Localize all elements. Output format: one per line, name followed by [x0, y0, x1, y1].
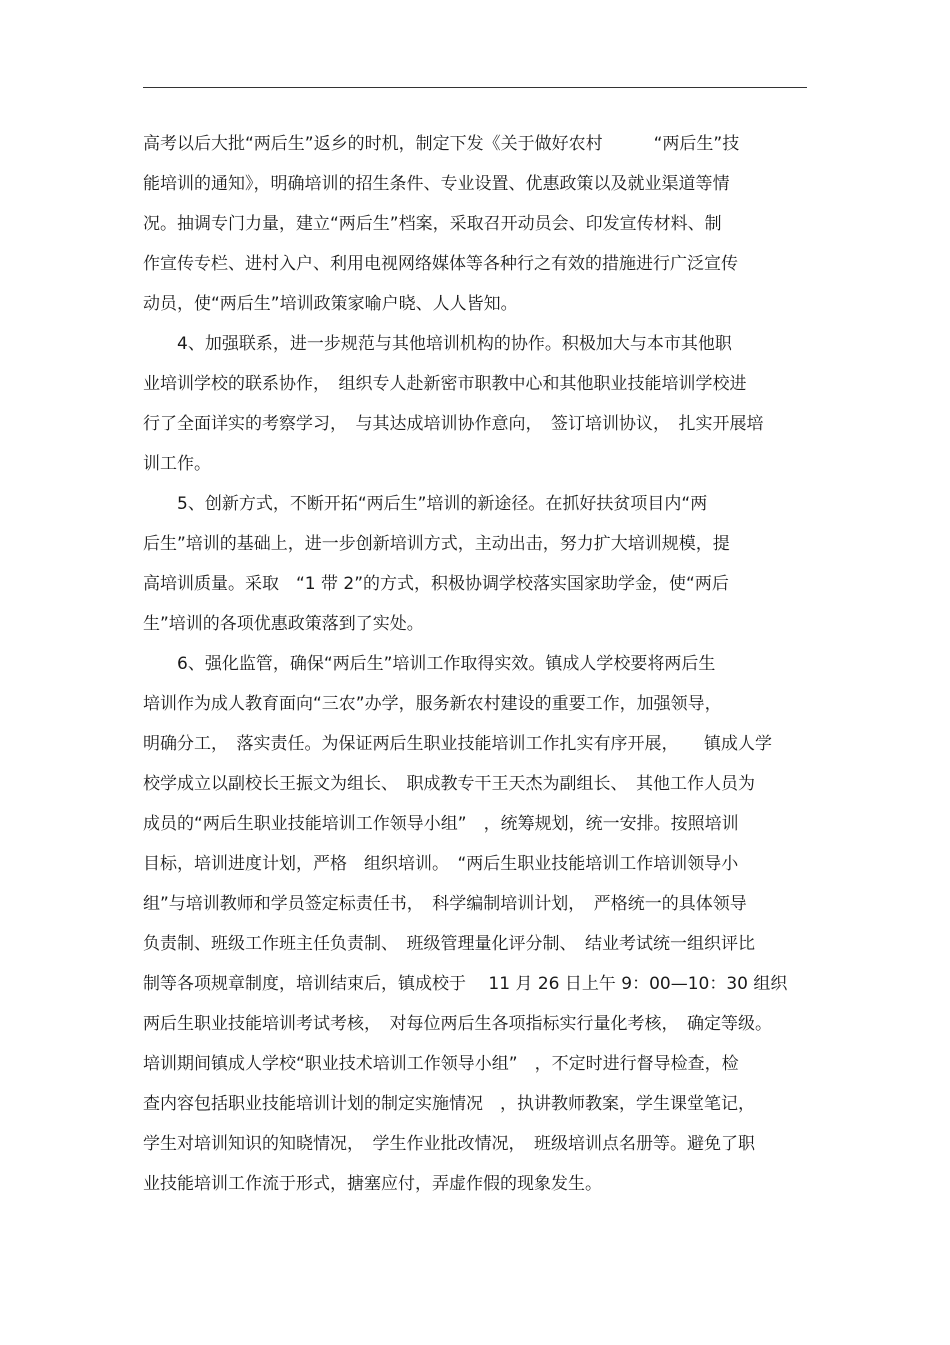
- text-line: 目标，培训进度计划，严格 组织培训。 “两后生职业技能培训工作培训领导小: [143, 854, 739, 874]
- paragraph-2: [143, 324, 807, 484]
- text-line: 作宣传专栏、进村入户、利用电视网络媒体等各种行之有效的措施进行广泛宣传: [143, 254, 738, 274]
- text-line: 培训期间镇成人学校“职业技术培训工作领导小组” ，不定时进行督导检查，检: [143, 1054, 739, 1074]
- text-line: 查内容包括职业技能培训计划的制定实施情况 ，执讲教师教案，学生课堂笔记，: [143, 1094, 755, 1114]
- paragraph-1: [143, 124, 807, 324]
- text-line: 业技能培训工作流于形式，搪塞应付，弄虚作假的现象发生。: [143, 1174, 602, 1194]
- text-line: 动员，使“两后生”培训政策家喻户晓、人人皆知。: [143, 294, 518, 314]
- text-line: 后生”培训的基础上，进一步创新培训方式，主动出击，努力扩大培训规模，提: [143, 534, 730, 554]
- header-rule: [143, 87, 807, 88]
- text-line: 校学成立以副校长王振文为组长、 职成教专干王天杰为副组长、 其他工作人员为: [143, 774, 755, 794]
- text-line: 5、创新方式，不断开拓“两后生”培训的新途径。在抓好扶贫项目内“两: [143, 494, 708, 514]
- text-line: 况。抽调专门力量，建立“两后生”档案，采取召开动员会、印发宣传材料、制: [143, 214, 722, 234]
- text-line: 组”与培训教师和学员签定标责任书， 科学编制培训计划， 严格统一的具体领导: [143, 894, 747, 914]
- text-line: 生”培训的各项优惠政策落到了实处。: [143, 614, 424, 634]
- text-line: 训工作。: [143, 454, 211, 474]
- text-line: 6、强化监管，确保“两后生”培训工作取得实效。镇成人学校要将两后生: [143, 654, 716, 674]
- text-line: 4、加强联系，进一步规范与其他培训机构的协作。积极加大与本市其他职: [143, 334, 732, 354]
- text-line: 明确分工， 落实责任。为保证两后生职业技能培训工作扎实有序开展， 镇成人学: [143, 734, 772, 754]
- text-line: 制等各项规章制度，培训结束后，镇成校于 11 月 26 日上午 9：00—10：30 组织: [143, 974, 788, 994]
- paragraph-3: [143, 484, 807, 644]
- text-line: 负责制、班级工作班主任负责制、 班级管理量化评分制、 结业考试统一组织评比: [143, 934, 755, 954]
- text-line: 业培训学校的联系协作， 组织专人赴新密市职教中心和其他职业技能培训学校进: [143, 374, 747, 394]
- text-line: 高培训质量。采取 “1 带 2”的方式，积极协调学校落实国家助学金，使“两后: [143, 574, 729, 594]
- paragraph-4: [143, 644, 807, 1204]
- text-line: 学生对培训知识的知晓情况， 学生作业批改情况， 班级培训点名册等。避免了职: [143, 1134, 755, 1154]
- text-line: 成员的“两后生职业技能培训工作领导小组” ，统筹规划，统一安排。按照培训: [143, 814, 739, 834]
- text-line: 两后生职业技能培训考试考核， 对每位两后生各项指标实行量化考核， 确定等级。: [143, 1014, 772, 1034]
- text-line: 培训作为成人教育面向“三农”办学，服务新农村建设的重要工作，加强领导，: [143, 694, 722, 714]
- document-body: [143, 124, 807, 1204]
- text-line: 高考以后大批“两后生”返乡的时机，制定下发《关于做好农村 “两后生”技: [143, 134, 740, 154]
- text-line: 行了全面详实的考察学习， 与其达成培训协作意向， 签订培训协议， 扎实开展培: [143, 414, 764, 434]
- text-line: 能培训的通知》，明确培训的招生条件、专业设置、优惠政策以及就业渠道等情: [143, 174, 730, 194]
